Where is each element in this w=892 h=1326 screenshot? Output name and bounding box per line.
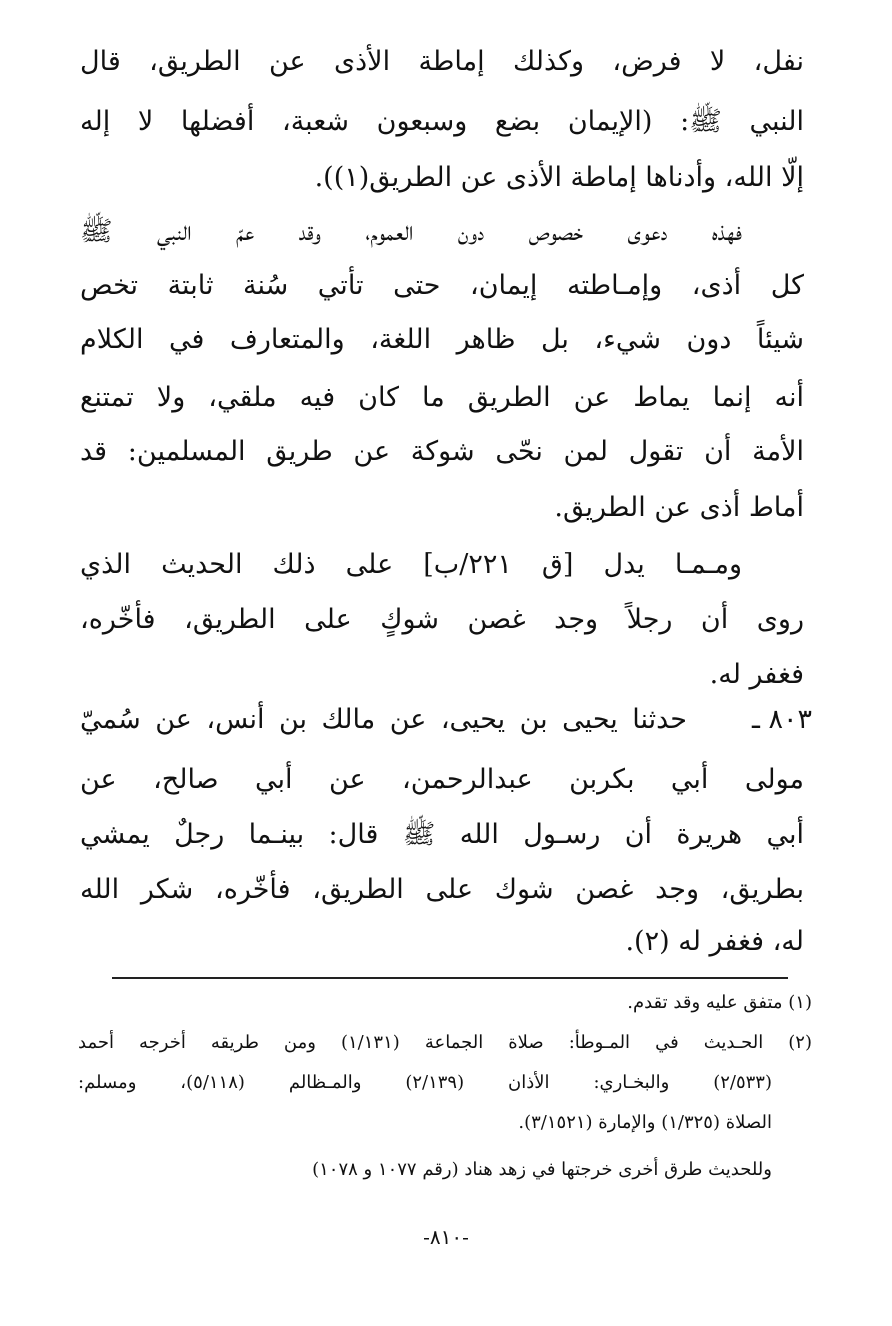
body-line: نفل، لا فرض، وكذلك إماطة الأذى عن الطريق، قال <box>80 46 804 77</box>
hadith-line: له، فغفر له (٢). <box>625 926 804 957</box>
hadith-line: مولى أبي بكربن عبدالرحمن، عن أبي صالح، عن <box>80 764 804 795</box>
body-line: كل أذى، وإمـاطته إيمان، حتى تأتي سُنة ثابتة تخص <box>80 270 804 301</box>
footnote-2-line: الصلاة (١/٣٢٥) والإمارة (٣/١٥٢١). <box>518 1112 772 1133</box>
body-line: ومـمـا يدل [ق ٢٢١/ب] على ذلك الحديث الذي <box>80 549 742 580</box>
hadith-number: ٨٠٣ ـ <box>751 704 812 735</box>
hadith-line: حدثنا يحيى بن يحيى، عن مالك بن أنس، عن سُميّ <box>80 704 688 735</box>
footnote-1: (١) متفق عليه وقد تقدم. <box>627 992 812 1013</box>
footnote-2-line: (٢/٥٣٣) والبخـاري: الأذان (٢/١٣٩) والمـظالم (٥/١١٨)، ومسلم: <box>78 1072 773 1093</box>
footnote-2-line: (٢) الحـديث في المـوطأ: صلاة الجماعة (١/١٣١) ومن طريقه أخرجه أحمد <box>78 1032 812 1053</box>
body-line: أنه إنما يماط عن الطريق ما كان فيه ملقي، ولا تمتنع <box>80 382 804 413</box>
hadith-line: أبي هريرة أن رسـول الله ﷺ قال: بينـما رجلٌ يمشي <box>80 819 804 850</box>
body-line: فغفر له. <box>709 659 804 690</box>
footnote-3: وللحديث طرق أخرى خرجتها في زهد هناد (رقم ١٠٧٧ و ١٠٧٨) <box>312 1159 772 1180</box>
body-line: إلّا الله، وأدناها إماطة الأذى عن الطريق(١)). <box>314 162 804 193</box>
footnote-separator <box>112 977 788 979</box>
body-line: النبي ﷺ: (الإيمان بضع وسبعون شعبة، أفضلها لا إله <box>80 106 804 137</box>
body-line: روى أن رجلاً وجد غصن شوكٍ على الطريق، فأخّره، <box>80 604 804 635</box>
body-line: فهذه دعوى خصوص دون العموم، وقد عمّ النبي ﷺ <box>80 216 742 247</box>
hadith-line: بطريق، وجد غصن شوك على الطريق، فأخّره، شكر الله <box>80 874 804 905</box>
body-line: شيئاً دون شيء، بل ظاهر اللغة، والمتعارف في الكلام <box>80 324 804 355</box>
page-number: -٨١٠- <box>423 1225 469 1249</box>
body-line: أماط أذى عن الطريق. <box>554 492 804 523</box>
body-line: الأمة أن تقول لمن نحّى شوكة عن طريق المسلمين: قد <box>80 436 804 467</box>
